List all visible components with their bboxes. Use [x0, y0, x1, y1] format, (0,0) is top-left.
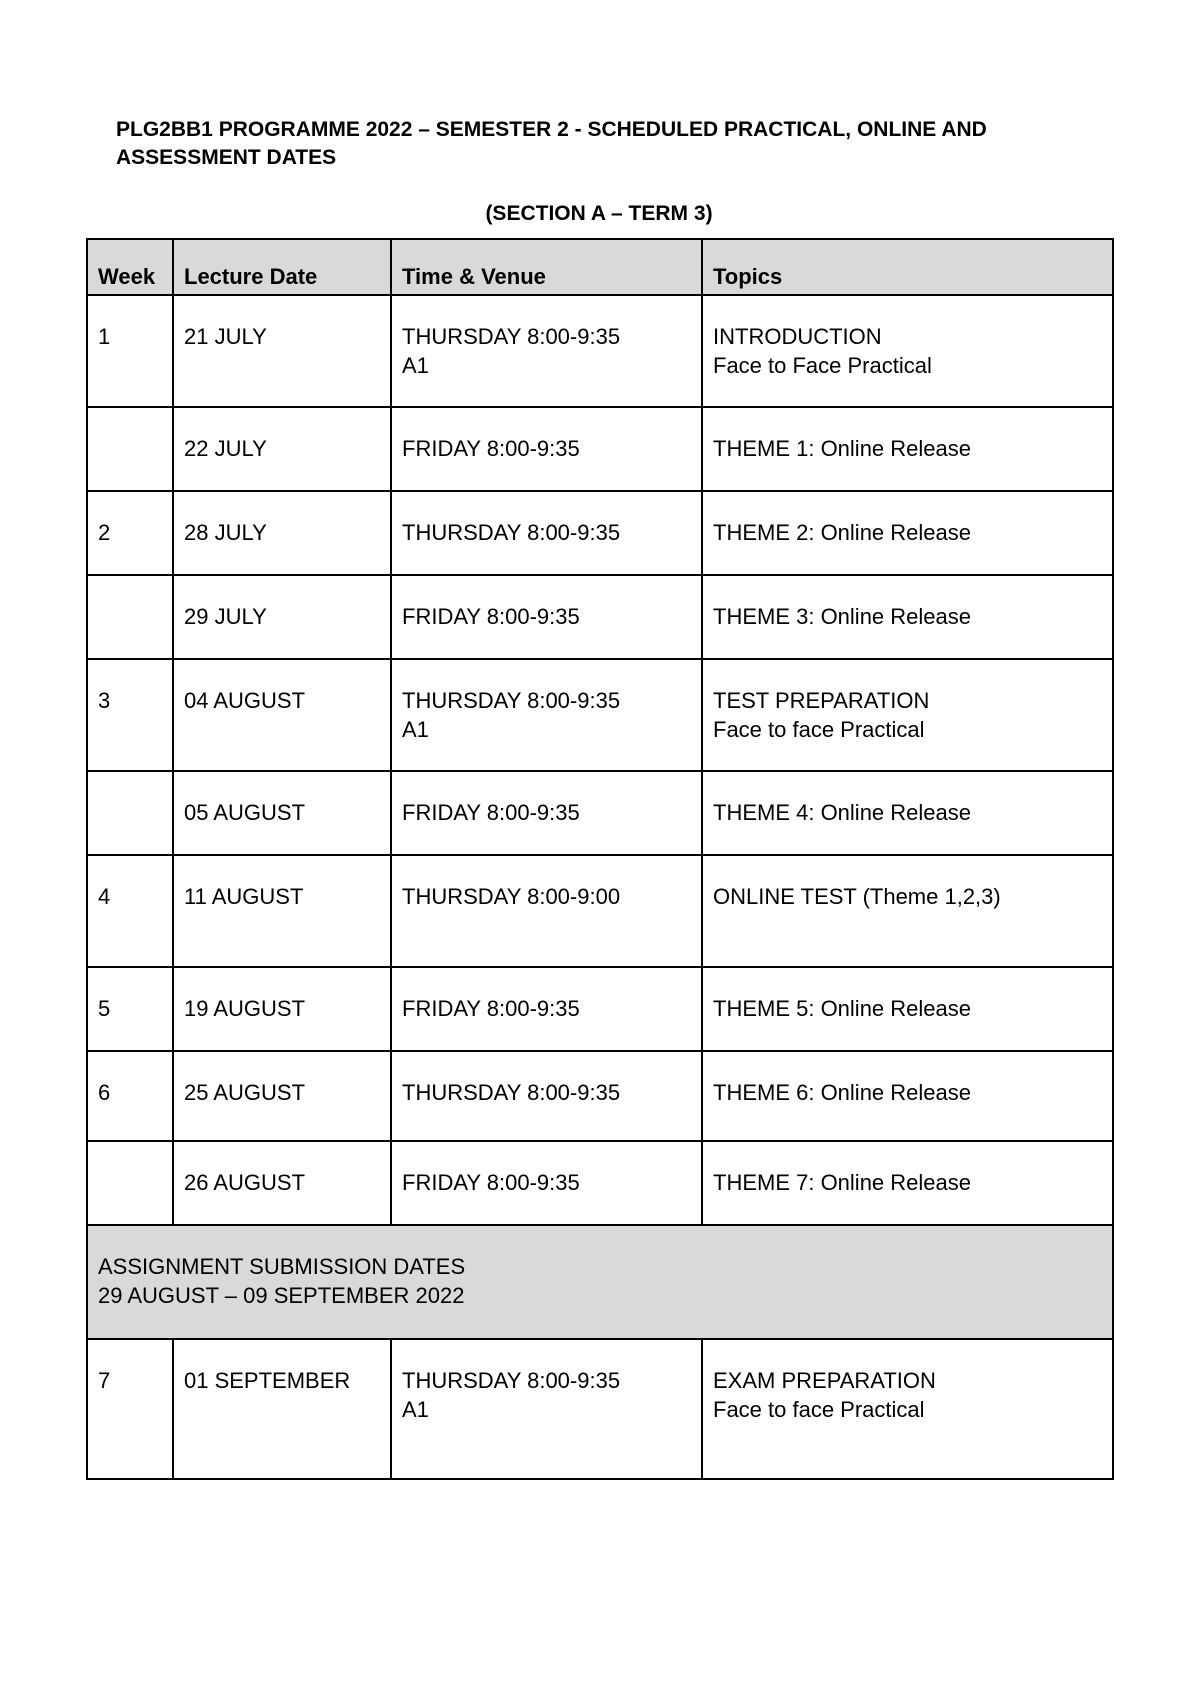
date-cell: 04 AUGUST	[173, 659, 391, 771]
time-venue-cell: THURSDAY 8:00-9:00	[391, 855, 702, 967]
time-venue-cell: FRIDAY 8:00-9:35	[391, 407, 702, 491]
topic-cell: THEME 5: Online Release	[702, 967, 1113, 1051]
date-cell: 28 JULY	[173, 491, 391, 575]
banner-line-2: 29 AUGUST – 09 SEPTEMBER 2022	[98, 1283, 465, 1308]
topic-cell: THEME 3: Online Release	[702, 575, 1113, 659]
time-venue-cell: THURSDAY 8:00-9:35	[391, 1051, 702, 1141]
schedule-table	[86, 238, 1114, 1480]
header-time-venue: Time & Venue	[391, 239, 702, 295]
table-row	[87, 491, 1113, 575]
topic-text: EXAM PREPARATION	[713, 1368, 936, 1393]
week-cell	[87, 407, 173, 491]
date-cell: 05 AUGUST	[173, 771, 391, 855]
topic-cell: THEME 7: Online Release	[702, 1141, 1113, 1225]
week-cell: 6	[87, 1051, 173, 1141]
week-cell: 2	[87, 491, 173, 575]
topic-cell: THEME 6: Online Release	[702, 1051, 1113, 1141]
time-venue-cell: FRIDAY 8:00-9:35	[391, 967, 702, 1051]
week-cell	[87, 771, 173, 855]
time-venue-cell: THURSDAY 8:00-9:35	[391, 491, 702, 575]
week-cell: 5	[87, 967, 173, 1051]
time-venue-cell	[391, 659, 702, 771]
document-subtitle: (SECTION A – TERM 3)	[485, 202, 713, 225]
topic-cell: ONLINE TEST (Theme 1,2,3)	[702, 855, 1113, 967]
table-row	[87, 575, 1113, 659]
time-venue-cell: FRIDAY 8:00-9:35	[391, 771, 702, 855]
table-row	[87, 855, 1113, 967]
table-row	[87, 407, 1113, 491]
time-venue-cell: FRIDAY 8:00-9:35	[391, 1141, 702, 1225]
document-title: PLG2BB1 PROGRAMME 2022 – SEMESTER 2 - SCHEDULED PRACTICAL, ONLINE AND ASSESSMENT DATES	[116, 118, 987, 169]
topic-cell	[702, 659, 1113, 771]
topic-cell	[702, 1339, 1113, 1479]
table-row	[87, 967, 1113, 1051]
venue-text: A1	[402, 717, 429, 742]
date-cell: 25 AUGUST	[173, 1051, 391, 1141]
time-venue-cell	[391, 295, 702, 407]
banner-line-1: ASSIGNMENT SUBMISSION DATES	[98, 1254, 466, 1279]
time-text: THURSDAY 8:00-9:35	[402, 688, 621, 713]
week-cell	[87, 575, 173, 659]
header-week: Week	[87, 239, 173, 295]
date-cell: 22 JULY	[173, 407, 391, 491]
week-cell: 3	[87, 659, 173, 771]
topic-cell: THEME 4: Online Release	[702, 771, 1113, 855]
header-topics: Topics	[702, 239, 1113, 295]
topic-cell: THEME 1: Online Release	[702, 407, 1113, 491]
venue-text: A1	[402, 1397, 429, 1422]
time-venue-cell: FRIDAY 8:00-9:35	[391, 575, 702, 659]
time-venue-cell	[391, 1339, 702, 1479]
header-lecture-date: Lecture Date	[173, 239, 391, 295]
venue-text: A1	[402, 353, 429, 378]
date-cell: 19 AUGUST	[173, 967, 391, 1051]
table-row	[87, 1339, 1113, 1479]
topic-cell	[702, 295, 1113, 407]
topic-cell: THEME 2: Online Release	[702, 491, 1113, 575]
topic-subtext: Face to face Practical	[713, 717, 925, 742]
assignment-banner-row	[87, 1225, 1113, 1339]
table-row	[87, 1141, 1113, 1225]
topic-subtext: Face to Face Practical	[713, 353, 932, 378]
date-cell: 26 AUGUST	[173, 1141, 391, 1225]
date-cell: 29 JULY	[173, 575, 391, 659]
table-row	[87, 295, 1113, 407]
week-cell: 1	[87, 295, 173, 407]
table-header-row	[87, 239, 1113, 295]
date-cell: 21 JULY	[173, 295, 391, 407]
week-cell: 7	[87, 1339, 173, 1479]
table-row	[87, 659, 1113, 771]
assignment-banner	[87, 1225, 1113, 1339]
topic-subtext: Face to face Practical	[713, 1397, 925, 1422]
topic-text: TEST PREPARATION	[713, 688, 930, 713]
table-row	[87, 1051, 1113, 1141]
time-text: THURSDAY 8:00-9:35	[402, 1368, 621, 1393]
topic-text: INTRODUCTION	[713, 324, 882, 349]
table-row	[87, 771, 1113, 855]
date-cell: 01 SEPTEMBER	[173, 1339, 391, 1479]
date-cell: 11 AUGUST	[173, 855, 391, 967]
time-text: THURSDAY 8:00-9:35	[402, 324, 621, 349]
week-cell	[87, 1141, 173, 1225]
week-cell: 4	[87, 855, 173, 967]
